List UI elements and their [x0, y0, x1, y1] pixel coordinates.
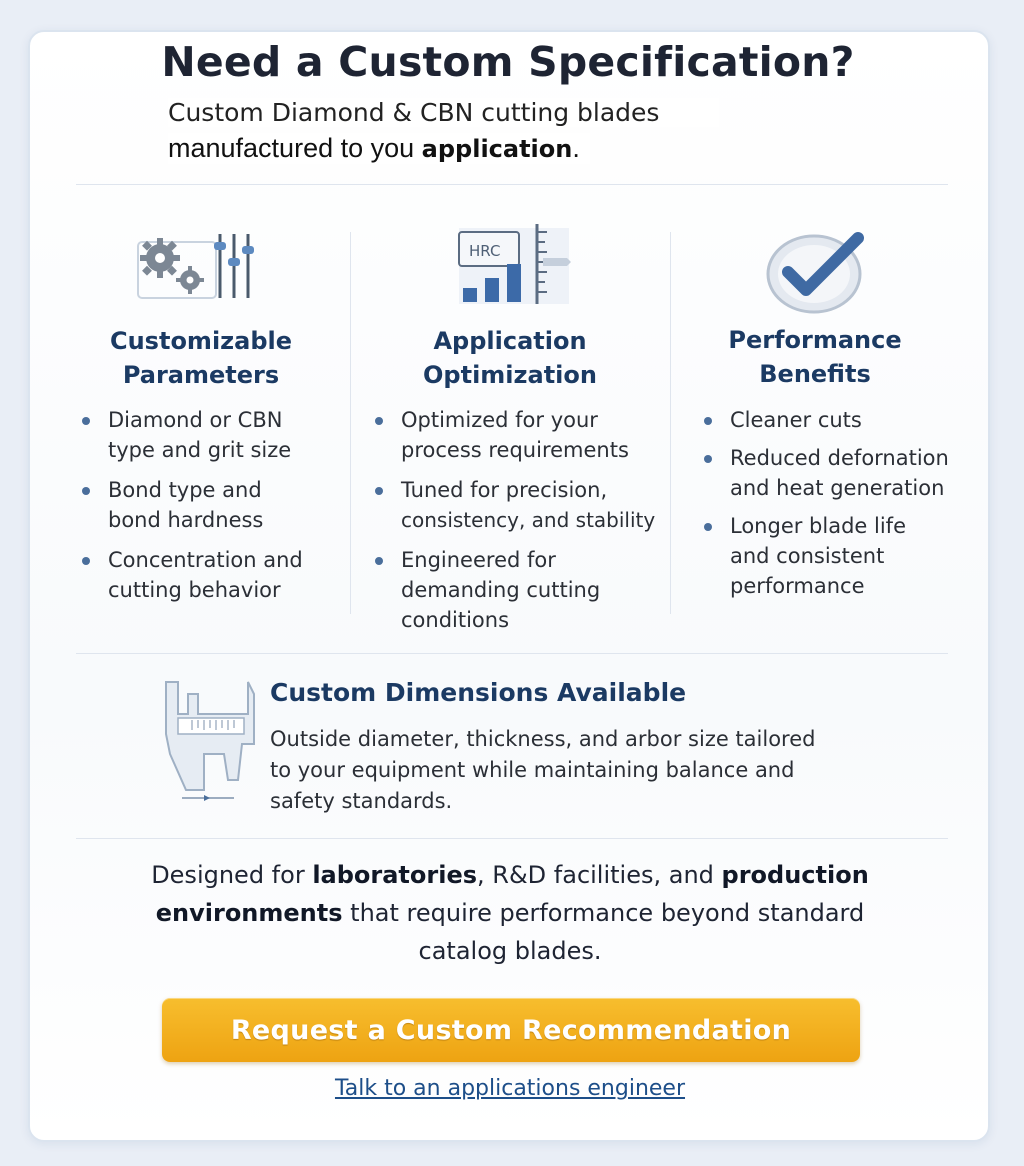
closing-line-1	[100, 856, 920, 894]
list-item-line: Diamond or CBN	[108, 408, 283, 432]
bullet-list	[375, 405, 665, 635]
list-item	[375, 405, 665, 465]
list-item-line: Engineered for	[401, 548, 556, 572]
hrc-chart-icon	[455, 220, 575, 306]
list-item-line: consistency, and stability	[401, 508, 656, 532]
list-item-line: performance	[730, 574, 865, 598]
list-item-line: Bond type and	[108, 478, 262, 502]
list-item-line: Concentration and	[108, 548, 303, 572]
list-item	[704, 443, 979, 503]
closing-line-3: catalog blades.	[418, 937, 602, 965]
closing-text: Designed for	[151, 861, 313, 889]
column-title-line-1: Customizable	[109, 327, 293, 355]
column-title-line-2: Optimization	[423, 361, 597, 389]
list-item-line: Cleaner cuts	[730, 408, 862, 432]
dimensions-description	[270, 724, 890, 817]
caliper-icon	[158, 674, 258, 804]
column-title-line-2: Benefits	[759, 360, 871, 388]
list-item	[375, 545, 665, 635]
column-divider	[350, 232, 351, 614]
column-divider	[670, 232, 671, 614]
column-title	[405, 324, 615, 392]
closing-bold: laboratories	[312, 861, 478, 889]
talk-to-engineer-link[interactable]: Talk to an applications engineer	[334, 1076, 686, 1101]
list-item-line: and heat generation	[730, 476, 945, 500]
column-title	[710, 323, 920, 391]
list-item	[375, 475, 665, 535]
list-item-line: cutting behavior	[108, 578, 281, 602]
list-item-line: and consistent	[730, 544, 885, 568]
dimensions-line: Outside diameter, thickness, and arbor size tailored	[270, 727, 816, 751]
column-title-line-1: Performance	[728, 326, 902, 354]
list-item	[82, 475, 332, 535]
subtitle-prefix: manufactured to you	[168, 133, 422, 163]
page-title: Need a Custom Specification?	[161, 38, 855, 86]
gears-sliders-icon	[128, 228, 258, 304]
dimensions-title: Custom Dimensions Available	[270, 678, 687, 707]
bullet-list	[82, 405, 332, 605]
list-item-line: Optimized for your	[401, 408, 598, 432]
dimensions-line: safety standards.	[270, 789, 453, 813]
list-item	[704, 405, 979, 435]
closing-statement	[100, 856, 920, 970]
divider-bottom	[76, 838, 948, 839]
list-item	[82, 405, 332, 465]
list-item	[82, 545, 332, 605]
checkmark-circle-icon	[762, 228, 872, 314]
list-item-line: Reduced defornation	[730, 446, 949, 470]
list-item-line: bond hardness	[108, 508, 264, 532]
closing-line-2	[100, 894, 920, 932]
list-item-line: conditions	[401, 608, 510, 632]
closing-text: that require performance beyond standard	[342, 899, 865, 927]
divider-top	[76, 184, 948, 185]
list-item	[704, 511, 979, 601]
subtitle-line-2	[168, 133, 590, 164]
subtitle-bold: application	[421, 135, 573, 163]
subtitle-line-1: Custom Diamond & CBN cutting blades	[168, 98, 719, 127]
closing-bold: environments	[155, 899, 343, 927]
column-title-line-2: Parameters	[122, 361, 280, 389]
hrc-label: HRC	[469, 242, 501, 260]
column-title	[96, 324, 306, 392]
list-item-line: type and grit size	[108, 438, 292, 462]
list-item-line: process requirements	[401, 438, 629, 462]
list-item-line: Tuned for precision,	[401, 478, 608, 502]
dimensions-line: to your equipment while maintaining balance and	[270, 758, 795, 782]
closing-text: , R&D facilities, and	[477, 861, 722, 889]
request-recommendation-button[interactable]: Request a Custom Recommendation	[162, 998, 860, 1062]
bullet-list	[704, 405, 979, 601]
list-item-line: Longer blade life	[730, 514, 906, 538]
closing-bold: production	[721, 861, 869, 889]
list-item-line: demanding cutting	[401, 578, 601, 602]
column-title-line-1: Application	[433, 327, 587, 355]
subtitle-suffix: .	[572, 133, 580, 163]
divider-middle	[76, 653, 948, 654]
